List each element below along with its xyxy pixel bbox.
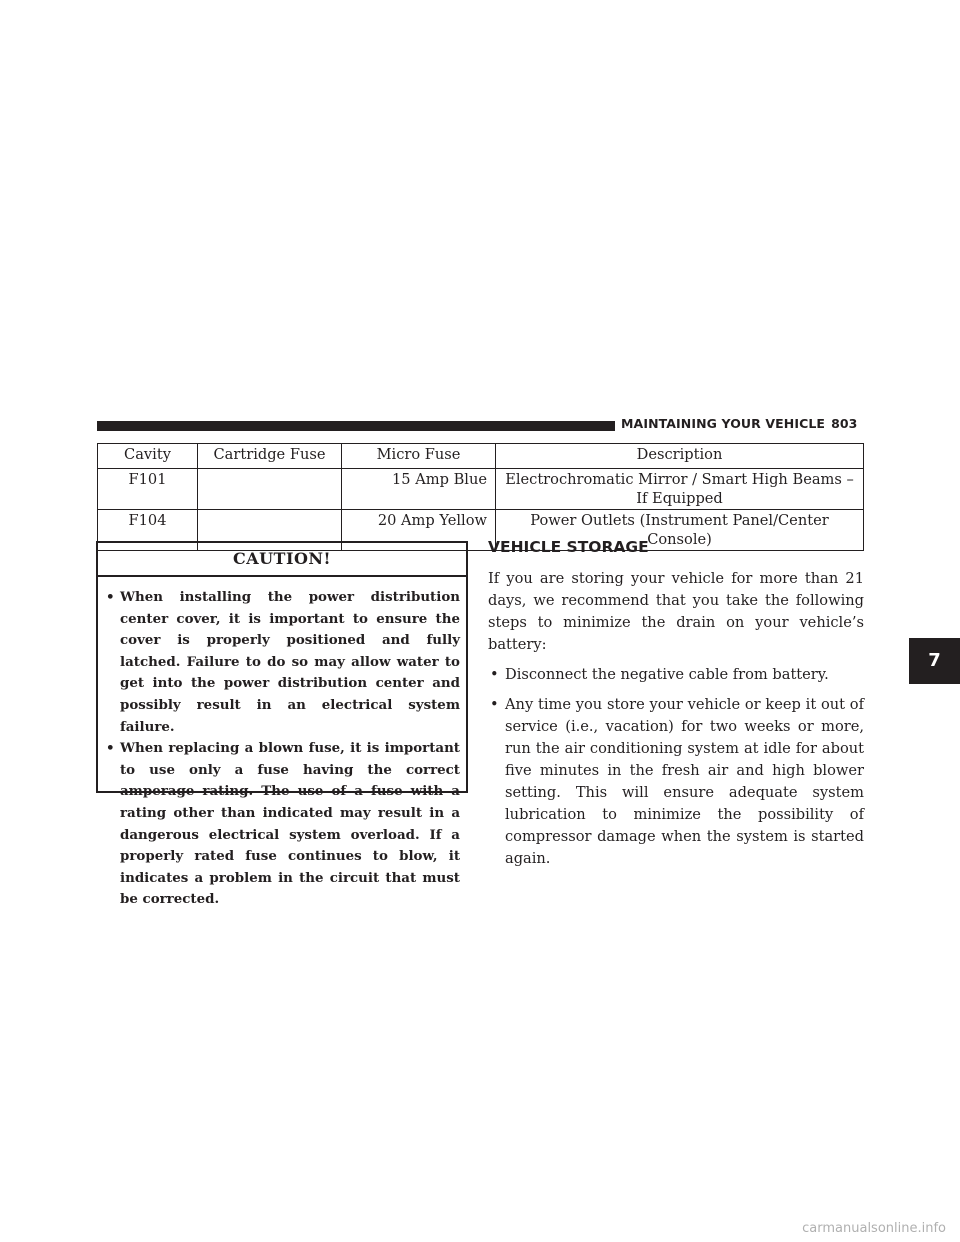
watermark: carmanualsonline.info [802, 1221, 946, 1236]
section-heading: VEHICLE STORAGE [488, 538, 649, 556]
bullet-icon: • [106, 740, 115, 757]
column-header-cavity: Cavity [98, 444, 198, 469]
column-header-description: Description [496, 444, 864, 469]
bullet-icon: • [490, 696, 499, 713]
step-text: Any time you store your vehicle or keep it out of service (i.e., vacation) for two weeks or more, run the air conditioning system at idle for about five minutes in the fresh air and high blower setting. This will ensure adequate system lubrication to minimize the possibility of compressor damage when the system is started again. [505, 696, 864, 867]
cell-micro-fuse: 20 Amp Yellow [342, 510, 496, 551]
step-text: Disconnect the negative cable from battery. [505, 666, 829, 683]
chapter-tab: 7 [909, 638, 960, 684]
fuse-table [97, 443, 864, 551]
cell-cavity: F104 [98, 510, 198, 551]
list-item [488, 694, 864, 870]
column-header-micro-fuse: Micro Fuse [342, 444, 496, 469]
header-rule [97, 421, 615, 431]
list-item [106, 738, 460, 911]
cell-cartridge-fuse [198, 469, 342, 510]
storage-steps-list [488, 664, 864, 870]
cell-description: Power Outlets (Instrument Panel/Center Console) [496, 510, 864, 551]
caution-box [96, 541, 468, 908]
cell-cavity: F101 [98, 469, 198, 510]
caution-title: CAUTION! [98, 543, 466, 577]
list-item [488, 664, 864, 686]
table-row [98, 469, 864, 510]
column-header-cartridge-fuse: Cartridge Fuse [198, 444, 342, 469]
vehicle-storage-section [488, 538, 864, 878]
table-header-row [98, 444, 864, 469]
page-number: 803 [831, 416, 858, 431]
caution-text: When replacing a blown fuse, it is important to use only a fuse having the correct amperage rating. The use of a fuse with a rating other than indicated may result in a dangerous electrical system overload. If a properly rated fuse continues to blow, it indicates a problem in the circuit that must be corrected. [120, 740, 460, 908]
bullet-icon: • [106, 589, 115, 605]
list-item [106, 587, 460, 738]
caution-text: When installing the power distribution center cover, it is important to ensure the cover is properly positioned and fully latched. Failure to do so may allow water to get into the power distribution center and possibly result in an electrical system failure. [120, 589, 460, 735]
cell-micro-fuse: 15 Amp Blue [342, 469, 496, 510]
caution-list [98, 577, 466, 911]
running-header [621, 416, 857, 431]
section-title: MAINTAINING YOUR VEHICLE [621, 416, 826, 431]
cell-description: Electrochromatic Mirror / Smart High Beams – If Equipped [496, 469, 864, 510]
intro-paragraph: If you are storing your vehicle for more than 21 days, we recommend that you take the following steps to minimize the drain on your vehicle’s battery: [488, 570, 864, 653]
bullet-icon: • [490, 666, 499, 683]
